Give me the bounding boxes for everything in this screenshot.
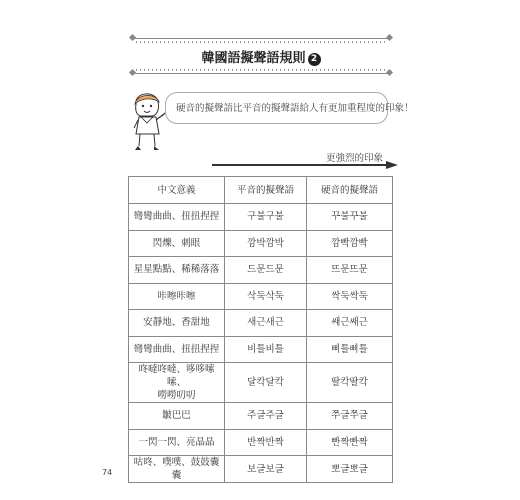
header-meaning: 中文意義 [129, 177, 225, 204]
cell-meaning: 閃爍、刺眼 [129, 230, 225, 257]
cell-meaning: 彎彎曲曲、扭扭捏捏 [129, 336, 225, 363]
speech-bubble-text: 硬音的擬聲語比平音的擬聲語給人有更加重程度的印象！ [176, 103, 414, 114]
cell-tense-sound: 뜨문뜨문 [307, 257, 393, 284]
cell-meaning: 彎彎曲曲、扭扭捏捏 [129, 204, 225, 231]
cell-meaning: 咕咚、噗噗、鼓鼓囊囊 [129, 456, 225, 483]
title-top-rule [132, 38, 390, 39]
table-row [129, 257, 393, 284]
title-left-diamond-bottom [129, 69, 136, 76]
cell-tense-sound: 쌔근쌔근 [307, 310, 393, 337]
title-left-diamond [129, 34, 136, 41]
table-row [129, 230, 393, 257]
cell-plain-sound: 드문드문 [225, 257, 307, 284]
table-row [129, 283, 393, 310]
cell-meaning: 安靜地、香甜地 [129, 310, 225, 337]
intensity-arrow-label: 更強烈的印象 [326, 153, 384, 164]
page-title [132, 47, 390, 66]
cell-meaning: 皺巴巴 [129, 403, 225, 430]
cell-plain-sound: 깜박깜박 [225, 230, 307, 257]
title-bottom-dots [136, 69, 386, 71]
cell-tense-sound: 쭈글쭈글 [307, 403, 393, 430]
table-row [129, 429, 393, 456]
cell-plain-sound: 주글주글 [225, 403, 307, 430]
title-top-dots [136, 41, 386, 43]
cell-plain-sound: 새근새근 [225, 310, 307, 337]
title-right-diamond [386, 34, 393, 41]
cell-tense-sound: 꾸불꾸불 [307, 204, 393, 231]
cell-meaning: 一閃一閃、亮晶晶 [129, 429, 225, 456]
cell-tense-sound: 삐틀삐틀 [307, 336, 393, 363]
page-number: 74 [102, 468, 113, 477]
cell-tense-sound: 싹둑싹둑 [307, 283, 393, 310]
cell-tense-sound: 딸칵딸칵 [307, 363, 393, 403]
table-row [129, 403, 393, 430]
speech-bubble [165, 92, 414, 124]
cell-meaning: 咚噠咚噠、哆哆嗦嗦、 嘮嘮叨叨 [129, 363, 225, 403]
onomatopoeia-table [128, 176, 393, 483]
header-plain-sound: 平音的擬聲語 [225, 177, 307, 204]
table-row [129, 456, 393, 483]
cell-tense-sound: 빤짝빤짝 [307, 429, 393, 456]
title-bottom-rule [132, 73, 390, 74]
cell-plain-sound: 반짝반짝 [225, 429, 307, 456]
intensity-arrow-icon [212, 160, 398, 170]
cell-plain-sound: 삭둑삭둑 [225, 283, 307, 310]
title-right-diamond-bottom [386, 69, 393, 76]
page-title-text: 韓國語擬聲語規則 [201, 51, 306, 66]
table-row [129, 204, 393, 231]
cell-plain-sound: 구불구불 [225, 204, 307, 231]
cell-tense-sound: 뽀글뽀글 [307, 456, 393, 483]
title-number-badge: 2 [308, 53, 321, 66]
table-row [129, 363, 393, 403]
table-header-row [129, 177, 393, 204]
cell-plain-sound: 보글보글 [225, 456, 307, 483]
title-banner [132, 38, 390, 74]
cell-meaning: 咔嚓咔嚓 [129, 283, 225, 310]
header-tense-sound: 硬音的擬聲語 [307, 177, 393, 204]
cell-plain-sound: 달칵달칵 [225, 363, 307, 403]
cell-plain-sound: 비틀비틀 [225, 336, 307, 363]
cell-tense-sound: 깜빡깜빡 [307, 230, 393, 257]
table-row [129, 310, 393, 337]
table-row [129, 336, 393, 363]
cell-meaning: 星星點點、稀稀落落 [129, 257, 225, 284]
